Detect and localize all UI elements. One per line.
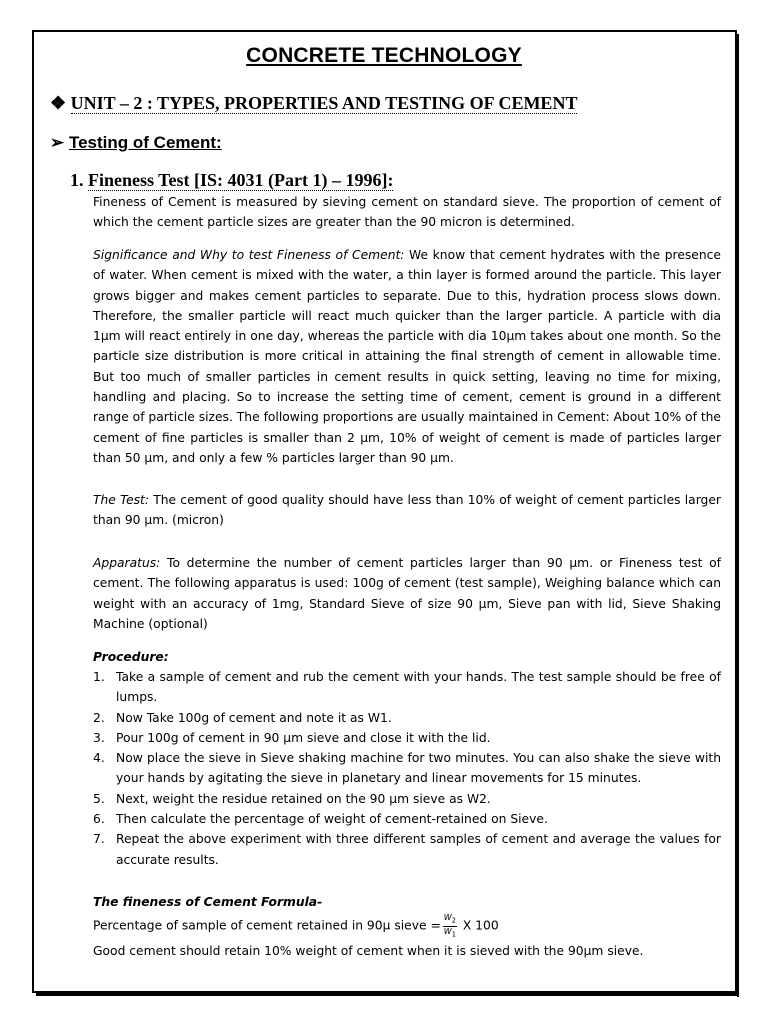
page-shadow-bottom	[36, 993, 739, 996]
apparatus-paragraph	[93, 553, 721, 634]
significance-text: We know that cement hydrates with the presence of water. When cement is mixed with the water, a thin layer is formed around the particle. This layer grows bigger and makes cement particles to separate. Due to this, hydration process slows down. Therefore, the smaller particle will react much quicker than the larger particle. A particle with dia 1μm will react entirely in one day, whereas the particle with dia 10μm takes about one month. So the particle size distribution is more critical in attaining the final strength of cement in allowable time. But too much of smaller particles in cement results in quick setting, leaving no time for mixing, handling and placing. So to increase the setting time of cement, cement is ground in a different range of particle sizes. The following proportions are usually maintained in Cement: About 10% of the cement of fine particles is smaller than 2 μm, 10% of weight of cement is made of particles larger than 50 μm, and only a few % particles larger than 90 μm.	[93, 248, 721, 465]
page-title: CONCRETE TECHNOLOGY	[246, 44, 522, 67]
list-item: 3. Pour 100g of cement in 90 μm sieve and close it with the lid.	[93, 730, 491, 745]
test-paragraph	[93, 490, 721, 531]
section-heading-text: Testing of Cement:	[68, 133, 222, 152]
formula-note: Good cement should retain 10% weight of cement when it is sieved with the 90μm sieve.	[93, 944, 644, 958]
apparatus-text: To determine the number of cement particles larger than 90 μm. or Fineness test of cement. The following apparatus is used: 100g of cement (test sample), Weighing balance which can weight with an accuracy of 1mg, Standard Sieve of size 90 μm, Sieve pan with lid, Sieve Shaking Machine (optional)	[93, 556, 721, 631]
test-label: The Test:	[93, 493, 150, 507]
page-shadow-right	[737, 34, 739, 997]
intro-paragraph: Fineness of Cement is measured by sieving cement on standard sieve. The proportion of cement of which the cement particle sizes are greater than the 90 micron is determined.	[93, 195, 721, 230]
list-item: 1. Take a sample of cement and rub the cement with your hands. The test sample should be free of lumps.	[93, 670, 721, 705]
procedure-label: Procedure:	[93, 650, 169, 664]
significance-paragraph	[93, 245, 721, 468]
diamond-bullet-icon: ❖	[50, 93, 67, 113]
list-item: 7. Repeat the above experiment with three different samples of cement and average the values for accurate results.	[93, 832, 721, 867]
section-heading	[50, 133, 222, 153]
test-text: The cement of good quality should have less than 10% of weight of cement particles larger than 90 μm. (micron)	[93, 493, 721, 528]
unit-heading-text: UNIT – 2 : TYPES, PROPERTIES AND TESTING OF CEMENT	[70, 93, 578, 113]
test-number: 1.	[70, 170, 84, 190]
test-heading-text: Fineness Test [IS: 4031 (Part 1) – 1996]:	[88, 170, 394, 190]
formula-prefix: Percentage of sample of cement retained in 90μ sieve =	[93, 918, 441, 933]
arrow-bullet-icon: ➢	[50, 133, 65, 152]
list-item: 5. Next, weight the residue retained on the 90 μm sieve as W2.	[93, 791, 491, 806]
apparatus-label: Apparatus:	[93, 556, 161, 570]
unit-heading	[50, 93, 577, 114]
list-item: 6. Then calculate the percentage of weight of cement-retained on Sieve.	[93, 812, 548, 827]
list-item: 2. Now Take 100g of cement and note it as W1.	[93, 710, 392, 725]
formula-line	[93, 913, 721, 939]
procedure-list	[93, 667, 721, 870]
formula-label: The fineness of Cement Formula-	[93, 895, 323, 909]
formula-fraction: $\frac{W_2}{W_1}$	[443, 913, 456, 939]
test-heading	[70, 170, 393, 191]
formula-suffix: X 100	[458, 918, 499, 933]
significance-label: Significance and Why to test Fineness of Cement:	[93, 248, 405, 262]
list-item: 4. Now place the sieve in Sieve shaking machine for two minutes. You can also shake the sieve with your hands by agitating the sieve in planetary and linear movements for 15 minutes.	[93, 751, 721, 786]
